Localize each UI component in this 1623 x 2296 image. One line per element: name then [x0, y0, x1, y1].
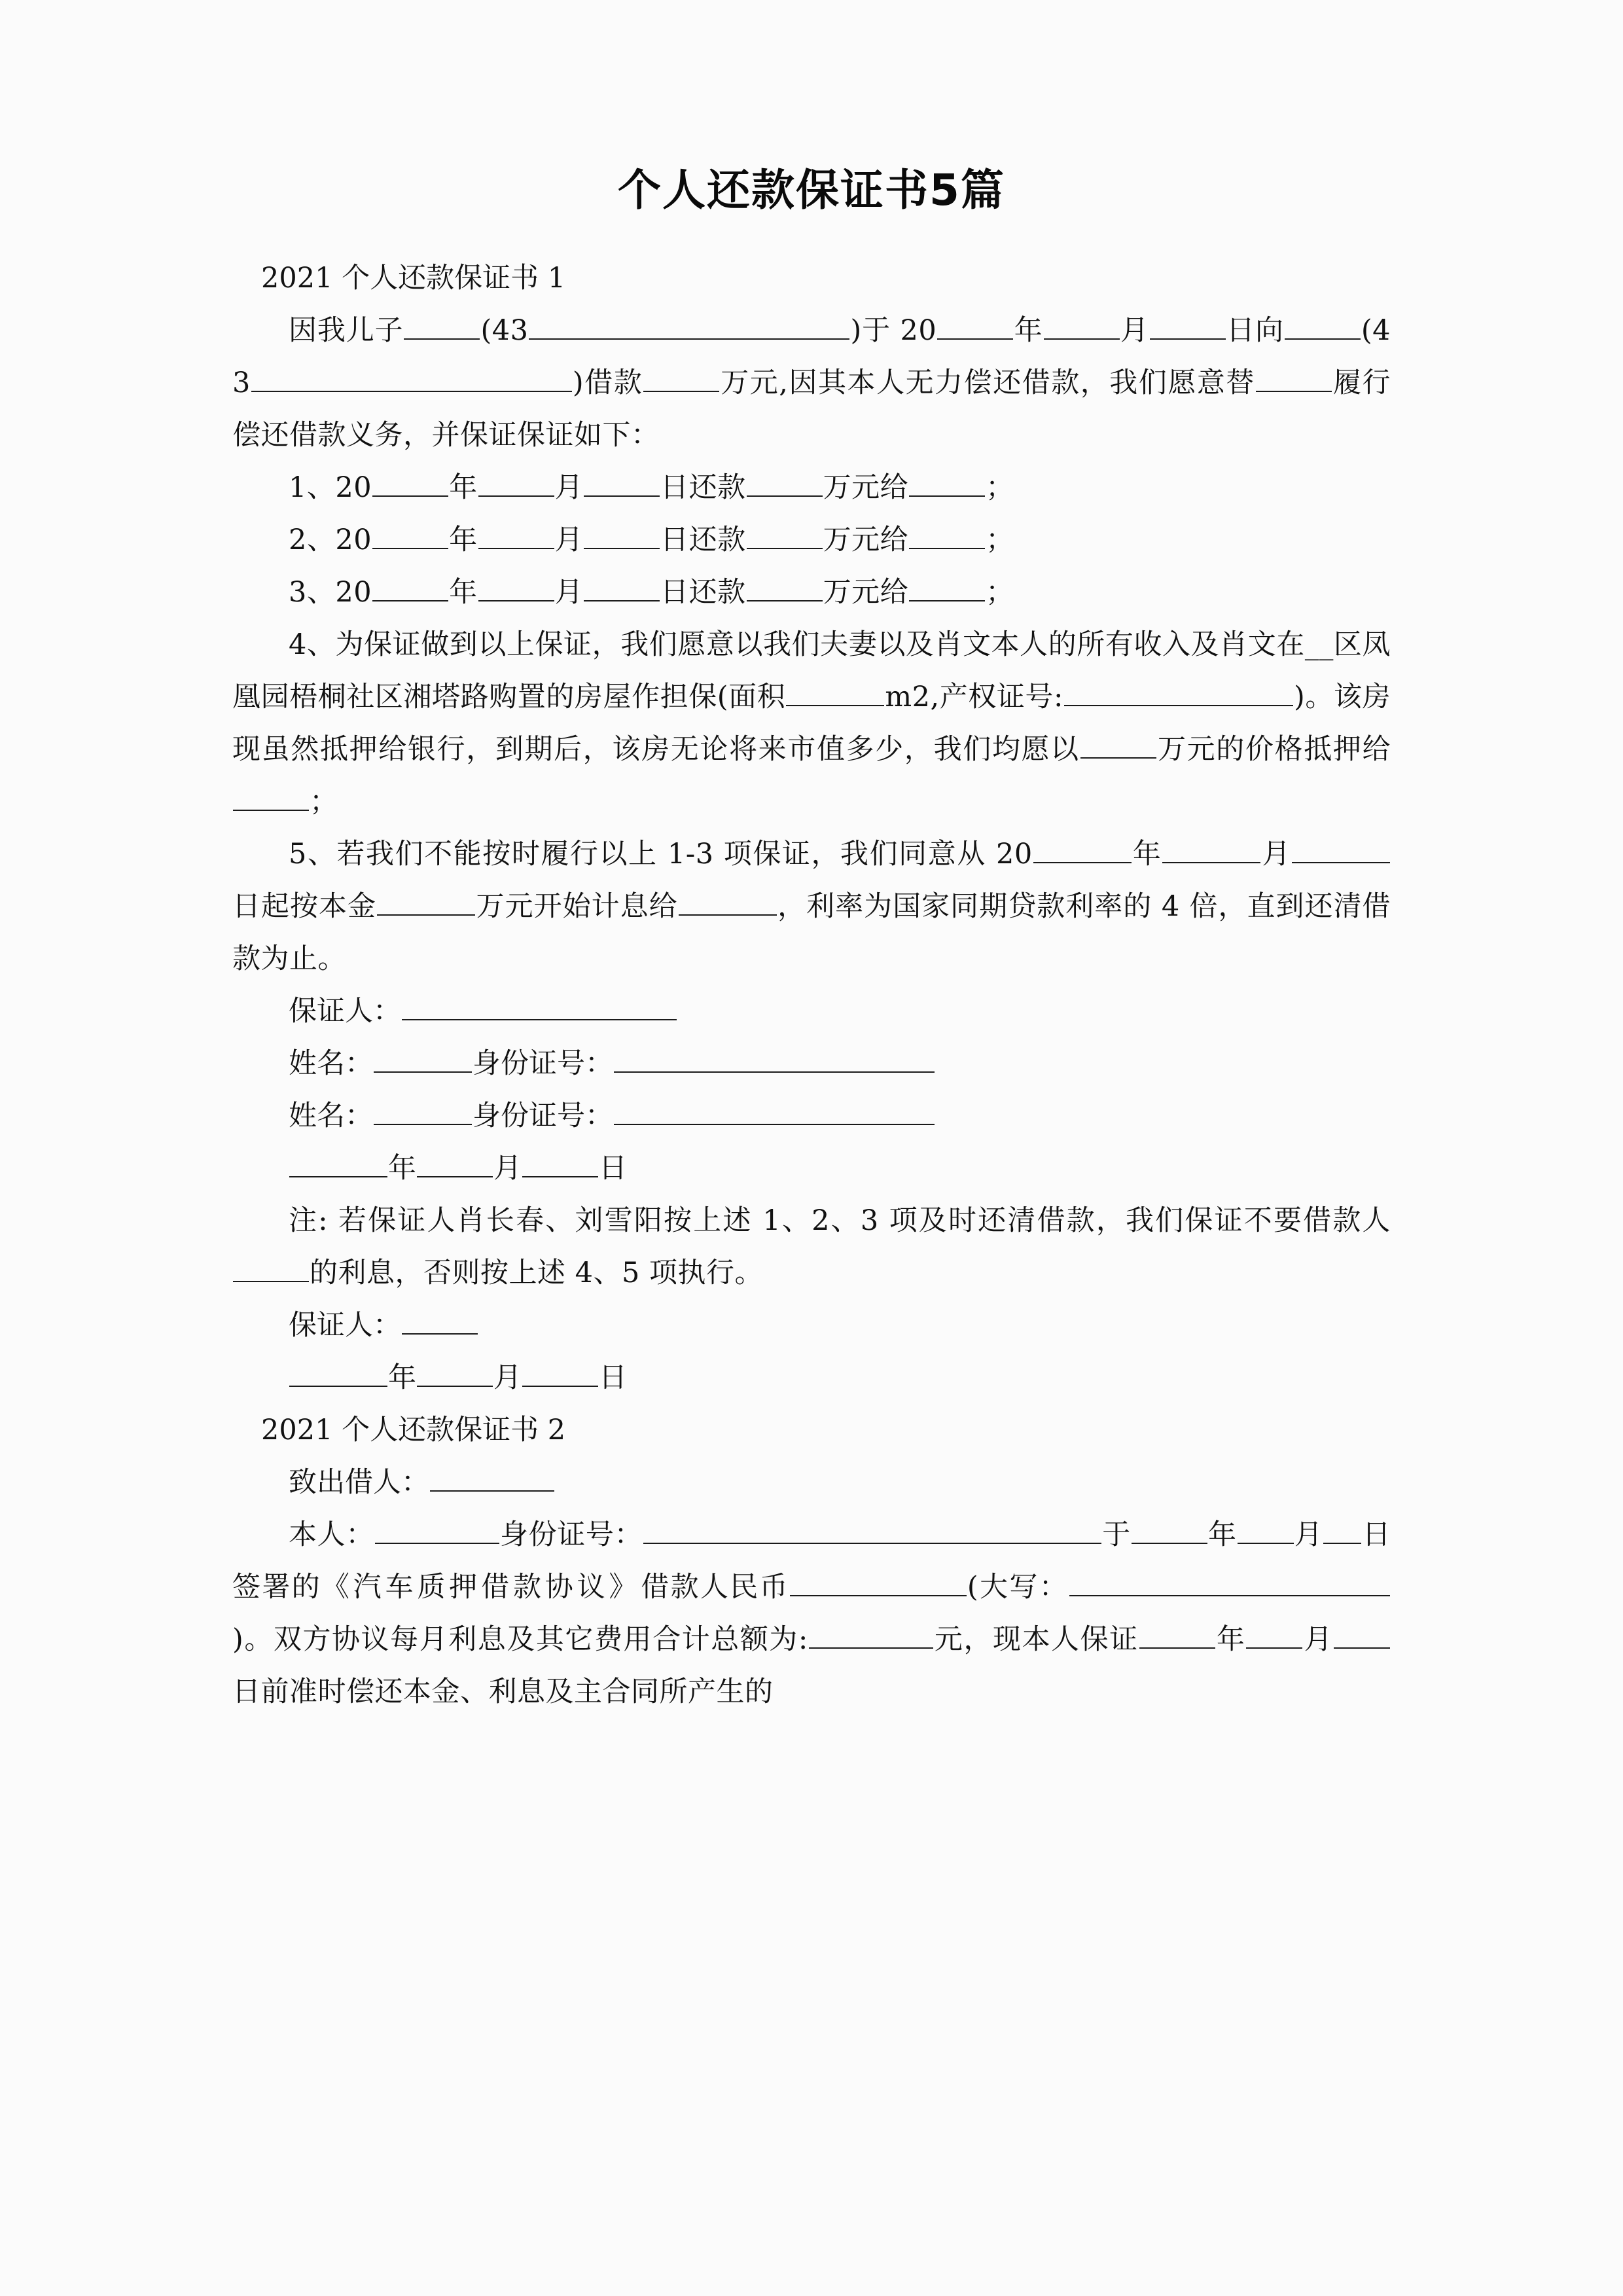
text-run: 日还款	[660, 523, 746, 556]
text-run: 2、20	[289, 523, 372, 556]
blank-field[interactable]	[377, 886, 475, 916]
text-run: 万元给	[823, 523, 909, 556]
name-id-line-1	[232, 1037, 1391, 1090]
text-run: ；	[986, 471, 1014, 504]
blank-field[interactable]	[251, 362, 572, 392]
text-run: 万元,因其本人无力偿还借款，我们愿意替	[720, 366, 1255, 399]
blank-field[interactable]	[584, 519, 660, 549]
blank-field[interactable]	[1033, 833, 1132, 863]
list-item-5	[232, 828, 1391, 985]
page-title: 个人还款保证书5篇	[618, 165, 1005, 215]
id-blank[interactable]	[614, 1095, 935, 1125]
text-run: 月	[1303, 1623, 1334, 1656]
blank-field[interactable]	[1139, 1619, 1215, 1649]
text-run: 月	[554, 523, 584, 556]
name-label: 姓名：	[289, 1099, 373, 1132]
text-run: 月	[1120, 314, 1149, 347]
note-paragraph	[232, 1194, 1391, 1299]
section-label-1: 2021 个人还款保证书 1	[261, 261, 566, 295]
blank-field[interactable]	[1323, 1514, 1361, 1544]
blank-field[interactable]	[909, 571, 985, 601]
blank-field[interactable]	[1285, 310, 1361, 340]
text-run: 年	[449, 471, 478, 504]
blank-field[interactable]	[372, 467, 448, 497]
text-run: 的利息，否则按上述 4、5 项执行。	[310, 1256, 764, 1289]
date-day-blank[interactable]	[522, 1357, 598, 1387]
guarantor-line-1	[232, 985, 1391, 1037]
date-month-label: 月	[493, 1151, 522, 1185]
text-run: 月	[1261, 837, 1292, 870]
text-run: (43	[480, 314, 529, 347]
blank-field[interactable]	[1162, 833, 1260, 863]
blank-field[interactable]	[1064, 676, 1293, 706]
text-run: 万元给	[823, 471, 909, 504]
blank-field[interactable]	[372, 571, 448, 601]
blank-field[interactable]	[233, 781, 309, 811]
text-run: 月	[554, 575, 584, 609]
date-day-label: 日	[599, 1151, 627, 1185]
blank-field[interactable]	[747, 467, 823, 497]
text-run: 年	[1215, 1623, 1246, 1656]
blank-field[interactable]	[372, 519, 448, 549]
blank-field[interactable]	[909, 467, 985, 497]
blank-field[interactable]	[478, 467, 554, 497]
blank-field[interactable]	[1150, 310, 1226, 340]
date-month-blank[interactable]	[417, 1357, 493, 1387]
text-run: 3、20	[289, 575, 372, 609]
blank-field[interactable]	[1238, 1514, 1294, 1544]
date-year-blank[interactable]	[289, 1147, 387, 1177]
date-year-blank[interactable]	[289, 1357, 387, 1387]
text-run: 本人：	[289, 1518, 374, 1551]
text-run: ；	[986, 575, 1014, 609]
text-run: ；	[310, 785, 338, 818]
to-lender-line	[232, 1456, 1391, 1509]
list-item-2	[232, 514, 1391, 566]
text-run: 1、20	[289, 471, 372, 504]
text-run: ，利率为国家同期贷款利率的 4 倍，直到还清借款为止。	[232, 889, 1391, 975]
blank-field[interactable]	[1069, 1566, 1390, 1596]
blank-field[interactable]	[909, 519, 985, 549]
text-run: 身份证号：	[499, 1518, 643, 1551]
blank-field[interactable]	[375, 1514, 499, 1544]
blank-field[interactable]	[643, 1514, 1101, 1544]
id-label: 身份证号：	[473, 1047, 613, 1080]
guarantor-label: 保证人：	[289, 994, 401, 1028]
text-run: 年	[1014, 314, 1043, 347]
name-blank[interactable]	[374, 1095, 472, 1125]
date-year-label: 年	[388, 1151, 416, 1185]
blank-field[interactable]	[1256, 362, 1332, 392]
name-label: 姓名：	[289, 1047, 373, 1080]
text-run: )借款	[572, 366, 643, 399]
text-run: )。双方协议每月利息及其它费用合计总额为:	[232, 1623, 808, 1656]
blank-field[interactable]	[679, 886, 777, 916]
contract-title: 《汽车质押借款协议》	[321, 1570, 641, 1604]
blank-field[interactable]	[747, 571, 823, 601]
text-run: 日签署的	[232, 1518, 1391, 1604]
blank-field[interactable]	[584, 571, 660, 601]
text-run: ；	[986, 523, 1014, 556]
text-run: 日向	[1226, 314, 1284, 347]
document-content	[232, 164, 1391, 1718]
text-run: 日起按本金	[232, 889, 377, 923]
text-run: 万元给	[823, 575, 909, 609]
text-run: 注: 若保证人肖长春、刘雪阳按上述 1、2、3 项及时还清借款，我们保证不要借款人	[289, 1204, 1391, 1237]
blank-field[interactable]	[478, 571, 554, 601]
text-run: 年	[1207, 1518, 1237, 1551]
date-year-label: 年	[388, 1361, 416, 1394]
blank-field[interactable]	[584, 467, 660, 497]
to-lender-blank[interactable]	[430, 1462, 554, 1492]
date-line-1	[232, 1142, 1391, 1194]
id-label: 身份证号：	[473, 1099, 613, 1132]
date-line-2	[232, 1352, 1391, 1404]
blank-field[interactable]	[1246, 1619, 1302, 1649]
guarantor-blank[interactable]	[402, 990, 677, 1020]
id-blank[interactable]	[614, 1043, 935, 1073]
text-run: 于	[1102, 1518, 1131, 1551]
list-item-1	[232, 461, 1391, 514]
text-run: 借款人民币	[641, 1570, 789, 1604]
blank-field[interactable]	[529, 310, 849, 340]
blank-field[interactable]	[809, 1619, 933, 1649]
blank-field[interactable]	[233, 1252, 309, 1282]
blank-field[interactable]	[937, 310, 1013, 340]
text-run: 万元开始计息给	[476, 889, 678, 923]
list-item-4	[232, 619, 1391, 828]
blank-field[interactable]	[1334, 1619, 1390, 1649]
date-month-blank[interactable]	[417, 1147, 493, 1177]
text-run: 日还款	[660, 575, 746, 609]
blank-field[interactable]	[790, 1566, 967, 1596]
text-run: 元，现本人保证	[933, 1623, 1139, 1656]
text-run: (43	[232, 314, 1391, 399]
name-blank[interactable]	[374, 1043, 472, 1073]
blank-field[interactable]	[1292, 833, 1390, 863]
list-item-3	[232, 566, 1391, 619]
text-run: 年	[449, 523, 478, 556]
date-month-label: 月	[493, 1361, 522, 1394]
text-run: 日前准时偿还本金、利息及主合同所产生的	[232, 1675, 774, 1708]
text-run: 万元的价格抵押给	[1156, 732, 1391, 766]
declaration-paragraph	[232, 1509, 1391, 1718]
name-id-line-2	[232, 1090, 1391, 1142]
blank-field[interactable]	[1132, 1514, 1207, 1544]
text-run: 日还款	[660, 471, 746, 504]
section-label-2: 2021 个人还款保证书 2	[261, 1413, 566, 1446]
text-run: m2,产权证号:	[885, 680, 1063, 713]
text-run: (大写：	[967, 1570, 1069, 1604]
text-run: )于 20	[850, 314, 937, 347]
paragraph-opening	[232, 304, 1391, 461]
blank-field[interactable]	[1080, 728, 1156, 759]
guarantor-label: 保证人：	[289, 1308, 401, 1342]
date-day-label: 日	[599, 1361, 627, 1394]
text-run: 年	[449, 575, 478, 609]
text-run: 年	[1132, 837, 1162, 870]
guarantor-blank[interactable]	[402, 1304, 478, 1335]
date-day-blank[interactable]	[522, 1147, 598, 1177]
blank-field[interactable]	[747, 519, 823, 549]
blank-field[interactable]	[1044, 310, 1120, 340]
blank-field[interactable]	[478, 519, 554, 549]
text-run: 4、为保证做到以上保证，我们愿意以我们夫妻以及肖文本人的所有收入及肖文在__区凤凰园梧桐社区湘塔路购置的房屋作担保(面积	[232, 628, 1391, 713]
blank-field[interactable]	[643, 362, 719, 392]
text-run: 月	[554, 471, 584, 504]
text-run: 因我儿子	[289, 314, 404, 347]
text-run: 5、若我们不能按时履行以上 1-3 项保证，我们同意从 20	[289, 837, 1033, 870]
text-run: )。该房现虽然抵押给银行，到期后，该房无论将来市值多少，我们均愿以	[232, 680, 1391, 766]
guarantor-line-2	[232, 1299, 1391, 1352]
blank-field[interactable]	[786, 676, 884, 706]
text-run: 月	[1294, 1518, 1323, 1551]
to-lender-label: 致出借人：	[289, 1465, 429, 1499]
text-run: 履行偿还借款义务，并保证保证如下：	[232, 366, 1391, 452]
blank-field[interactable]	[404, 310, 480, 340]
